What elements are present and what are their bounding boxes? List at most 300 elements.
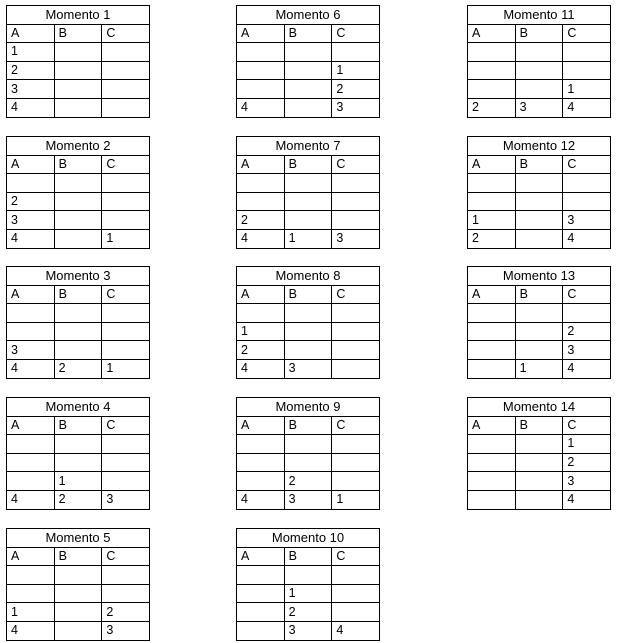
column-header: C bbox=[102, 24, 150, 43]
moment-table bbox=[236, 397, 380, 510]
moment-table-10 bbox=[236, 528, 380, 640]
table-cell: 2 bbox=[468, 98, 516, 117]
table-cell: 2 bbox=[54, 359, 102, 378]
moment-table bbox=[6, 397, 150, 510]
column-header: B bbox=[54, 24, 102, 43]
table-row bbox=[237, 304, 380, 323]
moment-title: Momento 6 bbox=[237, 6, 380, 25]
table-cell bbox=[54, 322, 102, 341]
moment-table bbox=[236, 528, 380, 641]
table-cell bbox=[563, 61, 611, 80]
table-cell: 4 bbox=[7, 359, 55, 378]
table-row bbox=[7, 566, 150, 585]
table-cell bbox=[237, 621, 285, 640]
table-cell: 4 bbox=[7, 229, 55, 248]
table-cell bbox=[515, 322, 563, 341]
table-cell: 1 bbox=[7, 603, 55, 622]
table-cell bbox=[237, 453, 285, 472]
table-row bbox=[7, 304, 150, 323]
table-row bbox=[7, 472, 150, 491]
moment-title: Momento 3 bbox=[7, 267, 150, 286]
table-cell bbox=[332, 603, 380, 622]
table-row bbox=[7, 490, 150, 509]
table-cell bbox=[515, 211, 563, 230]
moment-table-9 bbox=[236, 397, 380, 509]
column-header: C bbox=[102, 547, 150, 566]
table-row bbox=[237, 621, 380, 640]
moment-title: Momento 9 bbox=[237, 398, 380, 417]
table-cell: 3 bbox=[102, 621, 150, 640]
column-header: B bbox=[54, 285, 102, 304]
column-header: A bbox=[7, 155, 55, 174]
table-cell: 2 bbox=[468, 229, 516, 248]
table-cell: 1 bbox=[102, 359, 150, 378]
table-cell bbox=[468, 304, 516, 323]
table-cell bbox=[468, 453, 516, 472]
column-header: B bbox=[284, 285, 332, 304]
table-cell bbox=[515, 341, 563, 360]
table-cell: 1 bbox=[332, 490, 380, 509]
table-row bbox=[7, 453, 150, 472]
table-cell bbox=[54, 621, 102, 640]
table-cell: 3 bbox=[332, 98, 380, 117]
moment-title: Momento 8 bbox=[237, 267, 380, 286]
table-cell bbox=[102, 211, 150, 230]
table-cell bbox=[102, 472, 150, 491]
table-row bbox=[468, 453, 611, 472]
column-header: B bbox=[515, 416, 563, 435]
table-cell: 4 bbox=[7, 621, 55, 640]
table-cell bbox=[237, 80, 285, 99]
table-row bbox=[7, 80, 150, 99]
column-header: A bbox=[237, 155, 285, 174]
table-cell: 1 bbox=[515, 359, 563, 378]
table-cell bbox=[468, 174, 516, 193]
table-cell bbox=[237, 472, 285, 491]
table-row bbox=[468, 359, 611, 378]
table-cell bbox=[54, 584, 102, 603]
table-cell: 3 bbox=[284, 490, 332, 509]
table-cell bbox=[102, 322, 150, 341]
table-cell bbox=[468, 435, 516, 454]
moment-table bbox=[467, 5, 611, 118]
table-row bbox=[237, 490, 380, 509]
column-header: A bbox=[468, 285, 516, 304]
table-cell bbox=[284, 566, 332, 585]
table-cell bbox=[7, 174, 55, 193]
table-row bbox=[468, 322, 611, 341]
moment-table-11 bbox=[467, 5, 611, 117]
table-cell: 3 bbox=[332, 229, 380, 248]
table-cell bbox=[237, 435, 285, 454]
table-row bbox=[7, 43, 150, 62]
table-row bbox=[7, 174, 150, 193]
table-cell bbox=[284, 98, 332, 117]
table-row bbox=[468, 304, 611, 323]
table-row bbox=[7, 192, 150, 211]
moment-table bbox=[236, 5, 380, 118]
table-cell bbox=[102, 174, 150, 193]
column-header: B bbox=[284, 155, 332, 174]
table-row bbox=[468, 490, 611, 509]
table-cell: 4 bbox=[563, 98, 611, 117]
moment-table bbox=[467, 266, 611, 379]
table-cell bbox=[515, 174, 563, 193]
table-row bbox=[468, 98, 611, 117]
table-cell bbox=[7, 472, 55, 491]
table-row bbox=[237, 359, 380, 378]
table-cell bbox=[102, 61, 150, 80]
table-row bbox=[237, 603, 380, 622]
table-cell bbox=[468, 80, 516, 99]
table-cell: 1 bbox=[102, 229, 150, 248]
table-cell bbox=[284, 322, 332, 341]
table-cell: 3 bbox=[7, 80, 55, 99]
table-cell bbox=[563, 174, 611, 193]
table-cell: 2 bbox=[284, 603, 332, 622]
moment-table bbox=[6, 266, 150, 379]
table-row bbox=[237, 192, 380, 211]
moment-table bbox=[467, 397, 611, 510]
table-cell: 2 bbox=[563, 453, 611, 472]
moment-title: Momento 12 bbox=[468, 137, 611, 156]
moment-table bbox=[6, 528, 150, 641]
table-cell bbox=[102, 341, 150, 360]
table-cell: 1 bbox=[468, 211, 516, 230]
column-header: C bbox=[332, 285, 380, 304]
table-cell bbox=[332, 435, 380, 454]
table-row bbox=[237, 43, 380, 62]
column-header: A bbox=[468, 24, 516, 43]
column-header: A bbox=[237, 24, 285, 43]
table-cell bbox=[54, 98, 102, 117]
table-row bbox=[237, 584, 380, 603]
table-cell bbox=[237, 603, 285, 622]
table-row bbox=[237, 453, 380, 472]
moment-title: Momento 5 bbox=[7, 529, 150, 548]
table-row bbox=[237, 174, 380, 193]
table-cell: 2 bbox=[237, 211, 285, 230]
column-header: A bbox=[468, 155, 516, 174]
table-cell: 1 bbox=[563, 435, 611, 454]
moment-table-6 bbox=[236, 5, 380, 117]
table-cell: 3 bbox=[563, 211, 611, 230]
column-header: B bbox=[515, 155, 563, 174]
moment-table bbox=[236, 266, 380, 379]
table-row bbox=[468, 341, 611, 360]
table-cell bbox=[237, 192, 285, 211]
table-row bbox=[7, 98, 150, 117]
moment-table bbox=[6, 5, 150, 118]
table-cell bbox=[237, 584, 285, 603]
table-row bbox=[7, 322, 150, 341]
table-cell bbox=[7, 453, 55, 472]
table-cell bbox=[102, 80, 150, 99]
table-cell bbox=[54, 43, 102, 62]
moment-title: Momento 7 bbox=[237, 137, 380, 156]
moment-table-3 bbox=[6, 266, 150, 378]
moment-table bbox=[6, 136, 150, 249]
column-header: B bbox=[284, 416, 332, 435]
table-row bbox=[468, 435, 611, 454]
table-cell bbox=[332, 584, 380, 603]
column-header: B bbox=[54, 547, 102, 566]
table-cell bbox=[237, 304, 285, 323]
table-cell bbox=[468, 341, 516, 360]
table-cell bbox=[468, 43, 516, 62]
table-cell: 4 bbox=[237, 98, 285, 117]
column-header: C bbox=[102, 285, 150, 304]
table-cell: 1 bbox=[284, 229, 332, 248]
table-cell bbox=[237, 43, 285, 62]
table-cell: 2 bbox=[237, 341, 285, 360]
table-cell bbox=[54, 566, 102, 585]
table-cell: 1 bbox=[332, 61, 380, 80]
moment-table-7 bbox=[236, 136, 380, 248]
table-cell bbox=[468, 192, 516, 211]
table-cell bbox=[332, 211, 380, 230]
table-cell bbox=[332, 359, 380, 378]
table-row bbox=[237, 341, 380, 360]
column-header: A bbox=[7, 416, 55, 435]
column-header: C bbox=[332, 547, 380, 566]
table-row bbox=[468, 43, 611, 62]
table-cell: 1 bbox=[237, 322, 285, 341]
column-header: A bbox=[7, 24, 55, 43]
table-row bbox=[468, 80, 611, 99]
table-cell bbox=[284, 453, 332, 472]
moment-table bbox=[467, 136, 611, 249]
table-cell bbox=[515, 61, 563, 80]
table-cell: 4 bbox=[237, 229, 285, 248]
table-row bbox=[237, 61, 380, 80]
table-cell bbox=[102, 43, 150, 62]
table-cell bbox=[515, 43, 563, 62]
table-cell: 2 bbox=[7, 192, 55, 211]
column-header: C bbox=[563, 285, 611, 304]
table-cell bbox=[237, 174, 285, 193]
column-header: B bbox=[54, 155, 102, 174]
column-header: B bbox=[515, 285, 563, 304]
table-cell bbox=[468, 490, 516, 509]
table-cell bbox=[284, 435, 332, 454]
table-cell bbox=[54, 174, 102, 193]
table-cell bbox=[54, 304, 102, 323]
column-header: C bbox=[563, 416, 611, 435]
table-cell bbox=[54, 453, 102, 472]
table-cell bbox=[7, 584, 55, 603]
table-cell bbox=[332, 453, 380, 472]
table-row bbox=[7, 211, 150, 230]
moment-table-13 bbox=[467, 266, 611, 378]
table-cell bbox=[54, 192, 102, 211]
table-cell bbox=[515, 435, 563, 454]
table-row bbox=[468, 174, 611, 193]
table-cell bbox=[515, 192, 563, 211]
table-cell: 3 bbox=[102, 490, 150, 509]
table-cell bbox=[468, 322, 516, 341]
table-cell bbox=[7, 566, 55, 585]
table-cell bbox=[102, 304, 150, 323]
table-cell bbox=[102, 98, 150, 117]
table-cell bbox=[332, 472, 380, 491]
moment-title: Momento 13 bbox=[468, 267, 611, 286]
table-cell bbox=[284, 192, 332, 211]
table-cell: 4 bbox=[563, 229, 611, 248]
moment-title: Momento 14 bbox=[468, 398, 611, 417]
table-row bbox=[237, 435, 380, 454]
table-cell bbox=[102, 453, 150, 472]
table-cell: 3 bbox=[7, 341, 55, 360]
table-row bbox=[7, 359, 150, 378]
table-row bbox=[7, 341, 150, 360]
column-header: A bbox=[237, 416, 285, 435]
table-row bbox=[468, 61, 611, 80]
table-cell bbox=[515, 80, 563, 99]
table-cell bbox=[332, 43, 380, 62]
table-cell bbox=[515, 453, 563, 472]
moment-title: Momento 1 bbox=[7, 6, 150, 25]
column-header: A bbox=[7, 285, 55, 304]
column-header: C bbox=[332, 24, 380, 43]
moment-table-4 bbox=[6, 397, 150, 509]
column-header: C bbox=[563, 155, 611, 174]
table-cell bbox=[102, 584, 150, 603]
table-cell: 4 bbox=[563, 490, 611, 509]
table-row bbox=[468, 229, 611, 248]
column-header: C bbox=[332, 155, 380, 174]
table-cell bbox=[563, 192, 611, 211]
table-row bbox=[7, 229, 150, 248]
table-row bbox=[7, 61, 150, 80]
table-cell: 2 bbox=[284, 472, 332, 491]
table-cell: 3 bbox=[284, 359, 332, 378]
table-cell bbox=[468, 61, 516, 80]
table-cell bbox=[515, 472, 563, 491]
table-cell bbox=[54, 80, 102, 99]
column-header: A bbox=[237, 285, 285, 304]
table-row bbox=[237, 98, 380, 117]
table-cell bbox=[332, 192, 380, 211]
table-row bbox=[7, 603, 150, 622]
table-cell bbox=[284, 61, 332, 80]
table-cell: 2 bbox=[54, 490, 102, 509]
table-cell bbox=[332, 304, 380, 323]
table-cell: 3 bbox=[563, 341, 611, 360]
table-cell bbox=[7, 304, 55, 323]
table-cell bbox=[332, 322, 380, 341]
column-header: A bbox=[468, 416, 516, 435]
table-cell bbox=[284, 341, 332, 360]
table-cell bbox=[237, 566, 285, 585]
table-cell: 1 bbox=[54, 472, 102, 491]
table-cell bbox=[515, 490, 563, 509]
table-cell bbox=[102, 566, 150, 585]
table-cell bbox=[284, 174, 332, 193]
column-header: A bbox=[237, 547, 285, 566]
table-cell: 1 bbox=[563, 80, 611, 99]
table-row bbox=[468, 472, 611, 491]
table-cell: 4 bbox=[237, 359, 285, 378]
table-cell bbox=[54, 229, 102, 248]
moment-table-1 bbox=[6, 5, 150, 117]
table-row bbox=[237, 80, 380, 99]
table-row bbox=[468, 211, 611, 230]
table-cell: 1 bbox=[7, 43, 55, 62]
moment-table-2 bbox=[6, 136, 150, 248]
column-header: A bbox=[7, 547, 55, 566]
table-cell: 4 bbox=[563, 359, 611, 378]
table-row bbox=[237, 211, 380, 230]
table-cell bbox=[332, 566, 380, 585]
table-row bbox=[7, 435, 150, 454]
table-row bbox=[468, 192, 611, 211]
column-header: C bbox=[332, 416, 380, 435]
table-cell: 4 bbox=[7, 490, 55, 509]
table-row bbox=[237, 229, 380, 248]
table-cell: 4 bbox=[237, 490, 285, 509]
table-cell: 3 bbox=[515, 98, 563, 117]
table-cell bbox=[468, 359, 516, 378]
table-cell bbox=[468, 472, 516, 491]
table-cell bbox=[332, 174, 380, 193]
moment-table-8 bbox=[236, 266, 380, 378]
column-header: B bbox=[284, 547, 332, 566]
table-cell bbox=[284, 43, 332, 62]
table-cell bbox=[54, 61, 102, 80]
moment-title: Momento 2 bbox=[7, 137, 150, 156]
table-cell bbox=[563, 304, 611, 323]
moment-title: Momento 4 bbox=[7, 398, 150, 417]
moment-table-5 bbox=[6, 528, 150, 640]
table-cell bbox=[515, 229, 563, 248]
table-cell bbox=[102, 192, 150, 211]
table-cell bbox=[54, 211, 102, 230]
column-header: C bbox=[102, 416, 150, 435]
table-cell: 2 bbox=[102, 603, 150, 622]
table-cell bbox=[7, 322, 55, 341]
table-cell: 3 bbox=[284, 621, 332, 640]
column-header: C bbox=[563, 24, 611, 43]
column-header: C bbox=[102, 155, 150, 174]
table-cell bbox=[284, 80, 332, 99]
column-header: B bbox=[284, 24, 332, 43]
table-cell bbox=[7, 435, 55, 454]
moment-table bbox=[236, 136, 380, 249]
table-cell bbox=[284, 211, 332, 230]
table-cell bbox=[332, 341, 380, 360]
moment-title: Momento 10 bbox=[237, 529, 380, 548]
table-cell: 4 bbox=[7, 98, 55, 117]
table-cell: 2 bbox=[7, 61, 55, 80]
table-cell: 2 bbox=[563, 322, 611, 341]
table-cell: 1 bbox=[284, 584, 332, 603]
moment-title: Momento 11 bbox=[468, 6, 611, 25]
table-cell bbox=[54, 603, 102, 622]
table-cell: 4 bbox=[332, 621, 380, 640]
table-row bbox=[7, 621, 150, 640]
table-cell bbox=[54, 435, 102, 454]
table-cell bbox=[237, 61, 285, 80]
column-header: B bbox=[54, 416, 102, 435]
table-row bbox=[237, 472, 380, 491]
moment-table-14 bbox=[467, 397, 611, 509]
table-cell: 3 bbox=[7, 211, 55, 230]
moment-table-12 bbox=[467, 136, 611, 248]
table-cell: 3 bbox=[563, 472, 611, 491]
table-cell bbox=[515, 304, 563, 323]
table-row bbox=[7, 584, 150, 603]
